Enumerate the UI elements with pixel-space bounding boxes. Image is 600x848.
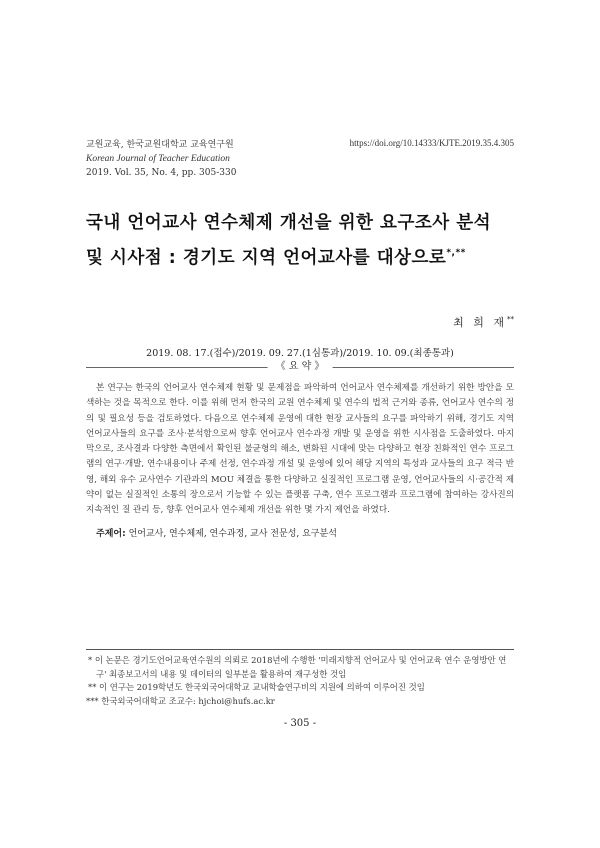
paper-title xyxy=(86,208,526,273)
journal-header xyxy=(86,138,236,180)
title-footnote-marks: *,** xyxy=(446,248,466,258)
abstract-heading xyxy=(86,360,514,374)
author-footnote-mark: ** xyxy=(507,315,514,324)
abstract-heading-label: 《 요 약 》 xyxy=(268,360,333,374)
author-name: 최 희 재 xyxy=(453,316,507,329)
footnotes xyxy=(86,654,514,708)
footnote-3: *** 한국외국어대학교 조교수: hjchoi@hufs.ac.kr xyxy=(86,695,275,706)
author xyxy=(453,314,514,330)
keywords-value: 언어교사, 연수체제, 연수과정, 교사 전문성, 요구분석 xyxy=(128,529,337,539)
doi-link[interactable]: https://doi.org/10.14333/KJTE.2019.35.4.305 xyxy=(349,138,514,148)
keywords xyxy=(96,526,337,539)
footnote-2: ** 이 연구는 2019학년도 한국외국어대학교 교내학술연구비의 지원에 의하여 이루어진 것임 xyxy=(88,682,425,692)
volume-info: 2019. Vol. 35, No. 4, pp. 305-330 xyxy=(86,168,237,178)
page-number: - 305 - xyxy=(283,718,317,729)
footnote-divider xyxy=(86,649,514,650)
journal-name-english: Korean Journal of Teacher Education xyxy=(86,154,230,164)
title-line-1: 국내 언어교사 연수체제 개선을 위한 요구조사 분석 xyxy=(86,213,492,233)
title-line-2: 및 시사점 : 경기도 지역 언어교사를 대상으로 xyxy=(86,248,447,268)
abstract-text: 본 연구는 한국의 언어교사 연수체제 현황 및 문제점을 파악하여 언어교사 연수체제를 개선하기 위한 방안을 모색하는 것을 목적으로 한다. 이를 위해 먼저 한국의 교원 연수체제 및 연수의 법적 근거와 종류, 언어교사 연수의 정의 및 필요성 등을 검토하였다. 다음으로 연수체제 운영에 대한 현장 교사들의 요구를 파악하기 위해, 경기도 지역 언어교사들의 요구를 조사·분석함으로써 향후 언어교사 연수과정 개발 및 운영을 위한 시사점을 도출하였다. 마지막으로, 조사결과 다양한 측면에서 확인된 불균형의 해소, 변화된 시대에 맞는 다양하고 현장 친화적인 연수 프로그램의 연구·개발, 연수내용이나 주제 선정, 연수과정 개설 및 운영에 있어 해당 지역의 특성과 교사들의 요구 적극 반영, 해외 유수 교사연수 기관과의 MOU 체결을 통한 다양하고 실질적인 프로그램 운영, 언어교사들의 시·공간적 제약이 없는 실질적인 소통의 장으로서 기능할 수 있는 플랫폼 구축, 연수 프로그램과 프로그램에 참여하는 강사진의 지속적인 질 관리 등, 향후 언어교사 연수체제 개선을 위한 몇 가지 제언을 하였다. xyxy=(86,383,514,516)
submission-dates: 2019. 08. 17.(접수)/2019. 09. 27.(1심통과)/2019. 10. 09.(최종통과) xyxy=(146,348,454,359)
footnote-1: * 이 논문은 경기도언어교육연수원의 의뢰로 2018년에 수행한 '미래지향적 언어교사 및 언어교육 연수 운영방안 연구' 최종보고서의 내용 및 데이터의 일부분을 활용하여 재구성한 것임 xyxy=(88,655,507,679)
keywords-label: 주제어: xyxy=(96,529,126,539)
journal-name-korean: 교원교육, 한국교원대학교 교육연구원 xyxy=(86,140,234,150)
